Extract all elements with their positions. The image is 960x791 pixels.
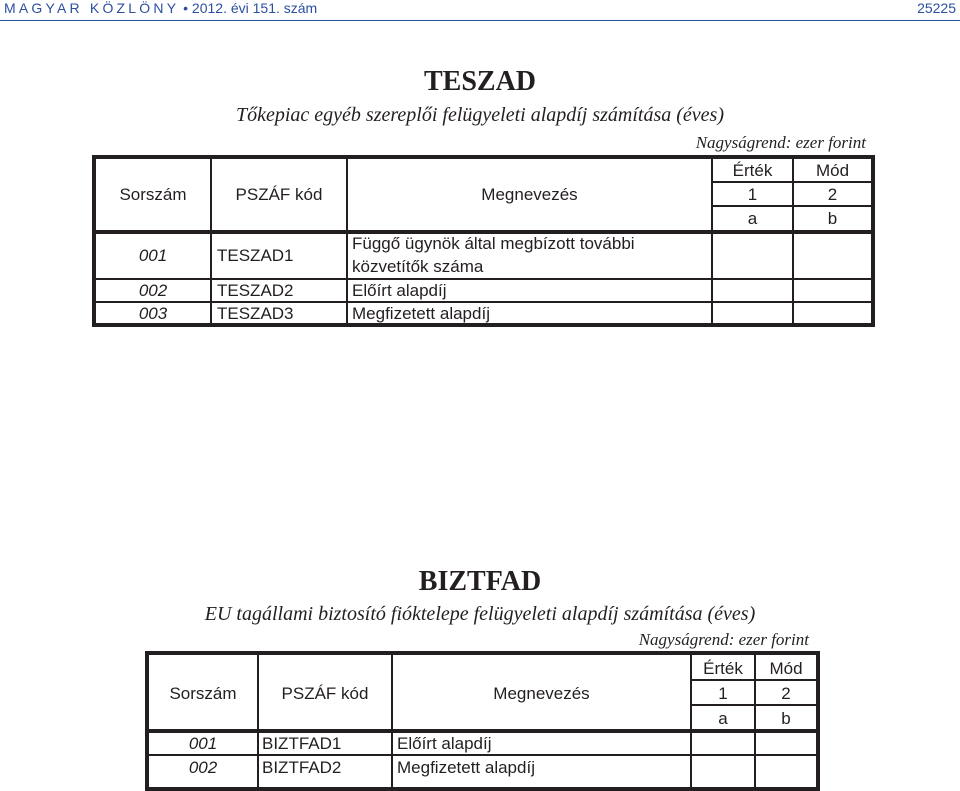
issue-number: 2012. évi 151. szám (191, 0, 318, 16)
col-sorszam: Sorszám (169, 684, 237, 703)
row-sorszam: 001 (188, 734, 218, 753)
row-megnevezes: Megfizetett alapdíj (397, 758, 535, 777)
row-kod: TESZAD1 (217, 246, 294, 265)
unit-label: Nagyságrend: ezer forint (638, 630, 809, 649)
col-mod-num: 2 (827, 185, 838, 204)
col-ertek-num: 1 (718, 684, 728, 703)
header-rule (0, 20, 960, 21)
col-pszaf-kod: PSZÁF kód (281, 684, 369, 703)
col-ertek: Érték (703, 659, 743, 678)
journal-name: MAGYAR KÖZLÖNY (4, 0, 180, 16)
row-sorszam: 002 (138, 281, 168, 300)
col-megnevezes: Megnevezés (481, 185, 578, 204)
col-ertek-num: 1 (747, 185, 758, 204)
row-kod: BIZTFAD2 (262, 758, 342, 777)
table-title: TESZAD (423, 66, 537, 97)
page-number: 25225 (917, 0, 956, 16)
col-ertek-letter: a (747, 209, 758, 228)
unit-label: Nagyságrend: ezer forint (695, 133, 866, 152)
row-sorszam: 002 (188, 758, 218, 777)
row-megnevezes: Előírt alapdíj (397, 734, 492, 753)
row-megnevezes: Függő ügynök által megbízott további (352, 234, 635, 253)
col-ertek-letter: a (718, 709, 728, 728)
col-ertek: Érték (732, 161, 773, 180)
table-title: BIZTFAD (418, 566, 542, 597)
page-header (0, 0, 960, 20)
col-pszaf-kod: PSZÁF kód (235, 185, 323, 204)
row-sorszam: 003 (138, 304, 168, 323)
table-subtitle: EU tagállami biztosító fióktelepe felügyeleti alapdíj számítása (éves) (204, 603, 756, 625)
row-kod: BIZTFAD1 (262, 734, 342, 753)
teszad-table (92, 155, 875, 327)
journal-header (4, 0, 317, 16)
col-megnevezes: Megnevezés (493, 684, 590, 703)
col-mod-letter: b (781, 709, 791, 728)
bullet: • (183, 0, 189, 16)
col-mod: Mód (769, 659, 803, 678)
col-sorszam: Sorszám (119, 185, 187, 204)
row-kod: TESZAD3 (217, 304, 294, 323)
col-mod: Mód (815, 161, 850, 180)
row-megnevezes-cont: közvetítők száma (352, 257, 484, 276)
row-megnevezes: Megfizetett alapdíj (352, 304, 490, 323)
biztfad-table (145, 651, 820, 791)
col-mod-letter: b (827, 209, 838, 228)
col-mod-num: 2 (781, 684, 791, 703)
table-subtitle: Tőkepiac egyéb szereplői felügyeleti alapdíj számítása (éves) (235, 104, 725, 126)
row-kod: TESZAD2 (217, 281, 294, 300)
row-sorszam: 001 (138, 246, 168, 265)
row-megnevezes: Előírt alapdíj (352, 281, 447, 300)
